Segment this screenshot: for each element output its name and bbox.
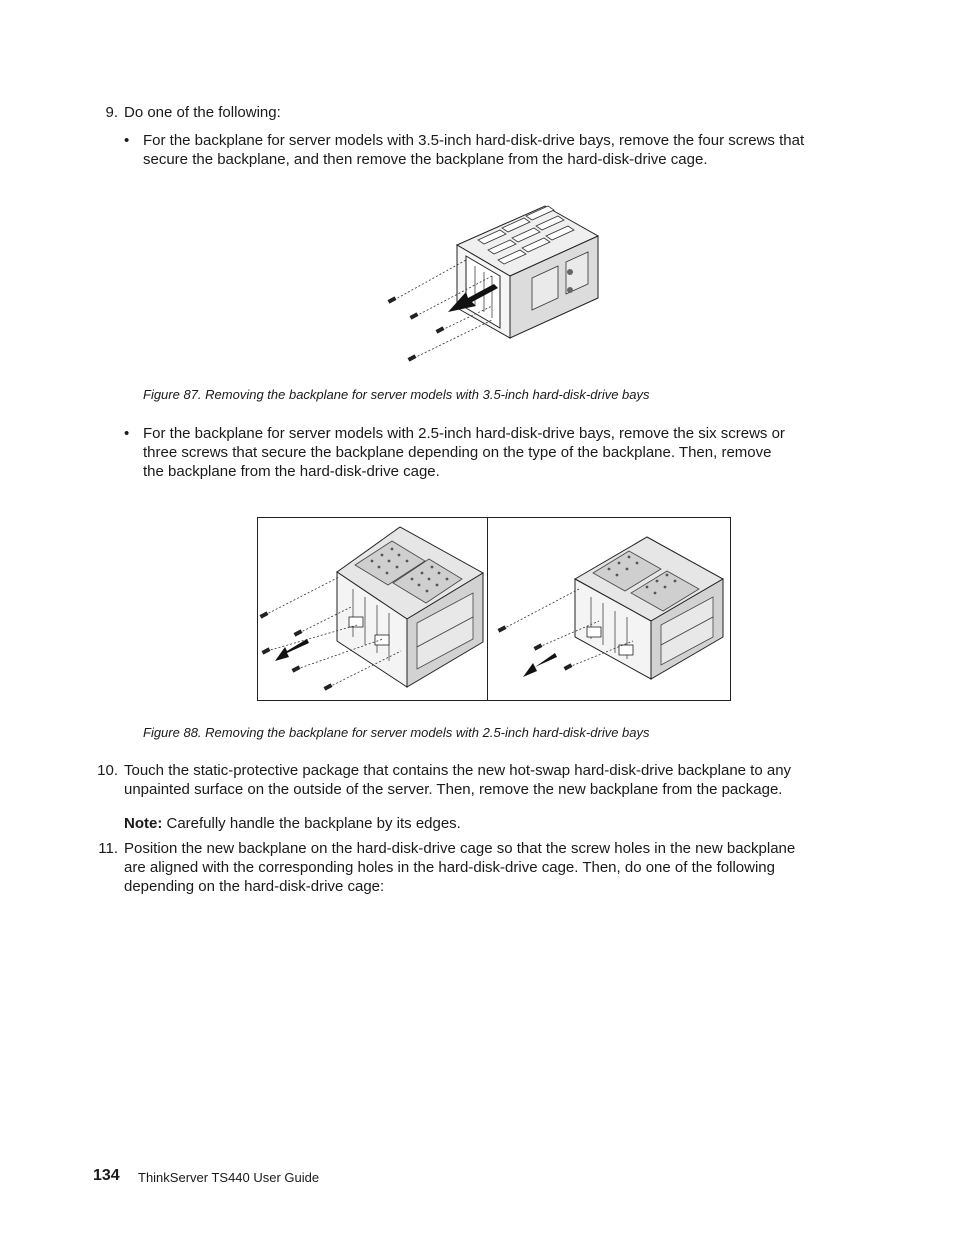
step-number-10: 10. <box>97 762 118 779</box>
bullet-1-line-1: For the backplane for server models with 3.5-inch hard-disk-drive bays, remove the four screws that <box>143 132 805 149</box>
figure-87-caption: Figure 87. Removing the backplane for server models with 3.5-inch hard-disk-drive bays <box>143 387 650 402</box>
figure-88-caption: Figure 88. Removing the backplane for server models with 2.5-inch hard-disk-drive bays <box>143 725 650 740</box>
note-label: Note: <box>124 815 163 832</box>
figure-87-illustration <box>380 200 610 370</box>
step-11-line-2: are aligned with the corresponding holes in the hard-disk-drive cage. Then, do one of the following <box>124 859 775 876</box>
note-text: Carefully handle the backplane by its edges. <box>166 815 461 832</box>
figure-88-illustration <box>257 517 731 701</box>
step-11-text <box>124 839 864 896</box>
step-10-line-2: unpainted surface on the outside of the server. Then, remove the new backplane from the package. <box>124 781 783 798</box>
step-number-9: 9. <box>105 104 118 121</box>
bullet-1-line-2: secure the backplane, and then remove the backplane from the hard-disk-drive cage. <box>143 151 708 168</box>
bullet-2-line-2: three screws that secure the backplane depending on the type of the backplane. Then, remove <box>143 444 772 461</box>
step-number-11: 11. <box>98 840 118 857</box>
step-11-line-3: depending on the hard-disk-drive cage: <box>124 878 385 895</box>
bullet-marker: • <box>124 132 130 149</box>
bullet-2-line-3: the backplane from the hard-disk-drive cage. <box>143 463 440 480</box>
bullet-2-text <box>143 424 863 481</box>
page-number: 134 <box>93 1167 120 1184</box>
step-10-text <box>124 761 864 799</box>
bullet-2-line-1: For the backplane for server models with 2.5-inch hard-disk-drive bays, remove the six screws or <box>143 425 785 442</box>
note <box>124 814 461 833</box>
document-title: ThinkServer TS440 User Guide <box>138 1170 320 1185</box>
bullet-1-text <box>143 131 863 169</box>
bullet-marker: • <box>124 425 130 442</box>
step-10-line-1: Touch the static-protective package that contains the new hot-swap hard-disk-drive backplane to any <box>124 762 792 779</box>
step-9-text: Do one of the following: <box>124 104 281 121</box>
step-11-line-1: Position the new backplane on the hard-disk-drive cage so that the screw holes in the new backplane <box>124 840 796 857</box>
